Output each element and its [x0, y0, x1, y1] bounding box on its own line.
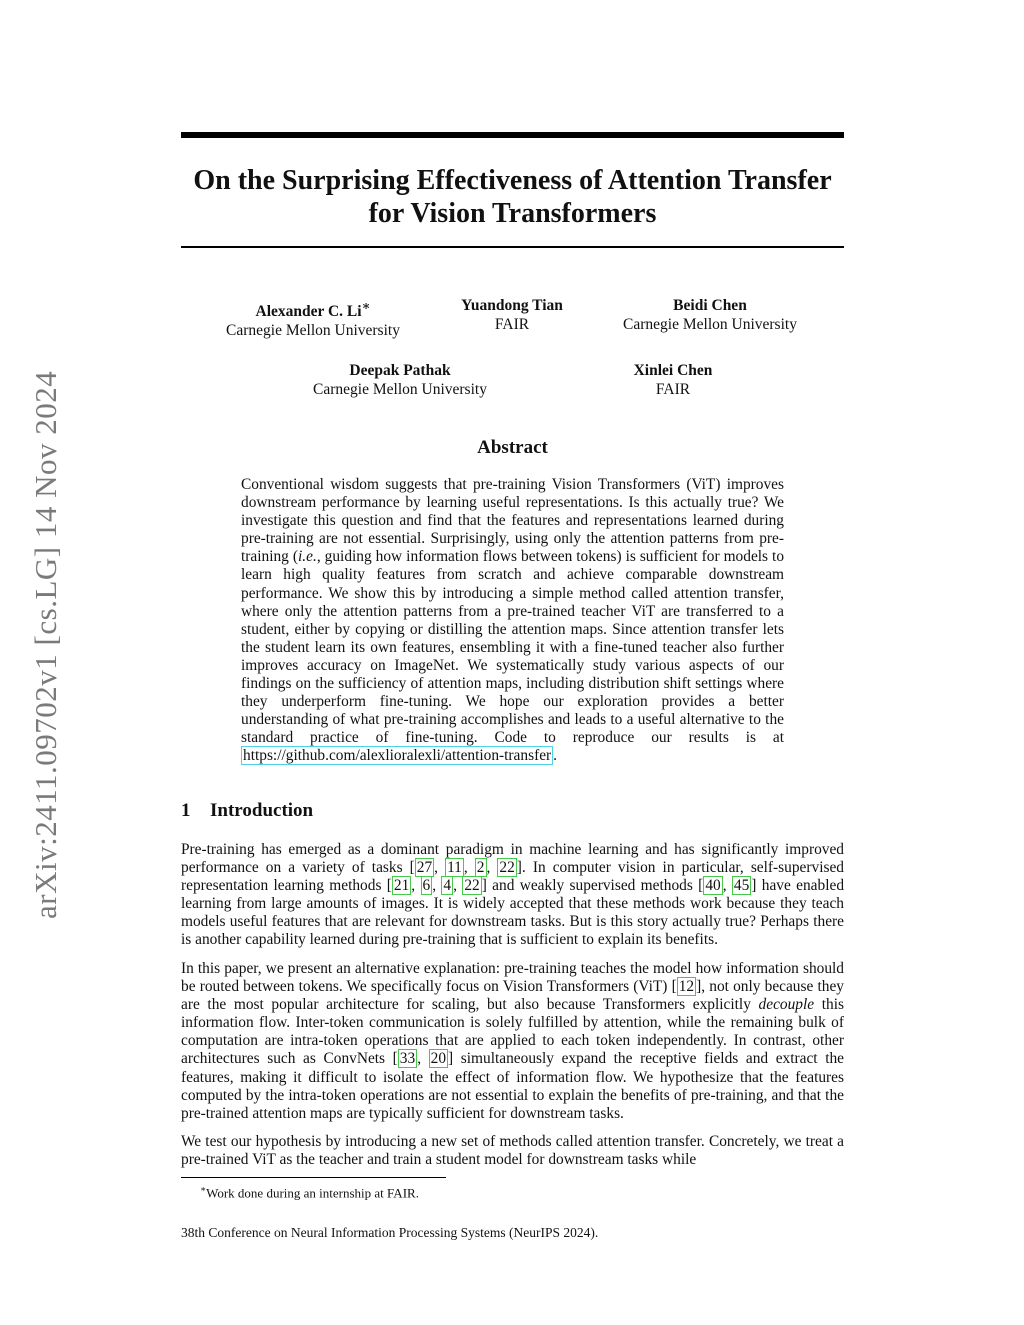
- author-affiliation: FAIR: [655, 381, 691, 398]
- author-affiliation: Carnegie Mellon University: [226, 322, 400, 340]
- citation-link[interactable]: 45: [733, 877, 750, 895]
- abstract-body: Conventional wisdom suggests that pre-training Vision Transformers (ViT) improves downstream performance by learning useful representations. Is this actually true? We investigate this question and find that the features and representations learned during pre-training are not essential. Surprisingly, using only the attention patterns from pre-training (i.e., guiding how information flows between tokens) is sufficient for models to learn high quality features from scratch and achieve comparable downstream performance. We show this by introducing a simple method called attention transfer, where only the attention patterns from a pre-trained teacher ViT are transferred to a student, either by copying or distilling the attention maps. Since attention transfer lets the student learn its own features, ensembling it with a fine-tuned teacher also further improves accuracy on ImageNet. We systematically study various aspects of our findings on the sufficiency of attention maps, including distribution shift settings where they underperform fine-tuning. We hope our exploration provides a better understanding of what pre-training accomplishes and leads to a useful alternative to the standard practice of fine-tuning. Code to reproduce our results is at https://github.com/alexlioralexli/attention-transfer .: [241, 476, 785, 765]
- intro-paragraph: In this paper, we present an alternative explanation: pre-training teaches the model how information should be routed between tokens. We specifically focus on Vision Transformers (ViT) [ 12 ], not only because they are the most popular architecture for scaling, but also because Transformers explicitly decouple this information flow. Inter-token communication is solely fulfilled by attention, while the remaining bulk of computation are intra-token operations that are applied to each token independently. In contrast, other architectures such as ConvNets [ 33 , 20 ] simultaneously expand the receptive fields and extract the features, making it difficult to isolate the effect of information flow. We hypothesize that the features computed by the intra-token operations are not essential to explain the benefits of pre-training, and that the pre-trained attention maps are typically sufficient for downstream tasks.: [181, 960, 844, 1122]
- citation-link[interactable]: 22: [499, 859, 515, 877]
- citation-link[interactable]: 27: [416, 859, 433, 877]
- title-bottom-rule: [181, 246, 844, 248]
- arxiv-identifier-stamp: arXiv:2411.09702v1 [cs.LG] 14 Nov 2024: [28, 370, 63, 920]
- footnote-rule: [181, 1177, 446, 1178]
- author-name: Alexander C. Li∗: [255, 298, 371, 321]
- author-block: [280, 361, 520, 399]
- code-repository-link[interactable]: https://github.com/alexlioralexli/attention-transfer: [243, 747, 552, 765]
- intro-paragraph: We test our hypothesis by introducing a new set of methods called attention transfer. Concretely, we treat a pre-trained ViT as the teacher and train a student model for downstream tasks while: [181, 1133, 844, 1169]
- footnote-mark: ∗: [361, 298, 371, 313]
- citation-link[interactable]: 40: [705, 877, 721, 895]
- citation-link[interactable]: 12: [678, 978, 695, 996]
- author-name: Yuandong Tian: [461, 297, 563, 314]
- author-name: Xinlei Chen: [633, 362, 713, 379]
- author-name: Deepak Pathak: [349, 362, 451, 379]
- citation-link[interactable]: 33: [399, 1050, 416, 1068]
- citation-link[interactable]: 4: [443, 877, 452, 895]
- author-name: Beidi Chen: [673, 297, 747, 314]
- author-block: [553, 361, 793, 399]
- footnote: ∗Work done during an internship at FAIR.: [200, 1184, 419, 1201]
- author-affiliation: Carnegie Mellon University: [313, 381, 487, 398]
- venue-note: 38th Conference on Neural Information Processing Systems (NeurIPS 2024).: [181, 1225, 599, 1240]
- section-heading-introduction: 1 Introduction: [181, 800, 314, 821]
- footnote-mark: ∗: [200, 1184, 207, 1194]
- author-block: [590, 296, 830, 334]
- citation-link[interactable]: 21: [393, 877, 410, 895]
- citation-link[interactable]: 20: [430, 1050, 447, 1068]
- intro-paragraph: Pre-training has emerged as a dominant paradigm in machine learning and has significantly improved performance on a variety of tasks [ 27 , 11 , 2 , 22 ]. In computer vision in particular, self-supervised representation learning methods [ 21 , 6 , 4 , 22 ] and weakly supervised methods [ 40 , 45 ] have enabled learning from large amounts of images. It is widely accepted that these methods work because they teach models useful features that are relevant for downstream tasks. But is this story actually true? Perhaps there is another capability learned during pre-training that is sufficient to explain its benefits.: [181, 841, 845, 949]
- citation-link[interactable]: 11: [447, 859, 462, 877]
- title-top-rule: [181, 132, 844, 138]
- abstract-heading: Abstract: [477, 437, 548, 458]
- citation-link[interactable]: 22: [464, 877, 480, 895]
- author-affiliation: FAIR: [494, 316, 530, 333]
- citation-link[interactable]: 6: [422, 877, 431, 895]
- citation-link[interactable]: 2: [476, 859, 485, 877]
- author-affiliation: Carnegie Mellon University: [623, 316, 797, 333]
- paper-title: On the Surprising Effectiveness of Attention Transfer for Vision Transformers: [193, 165, 832, 229]
